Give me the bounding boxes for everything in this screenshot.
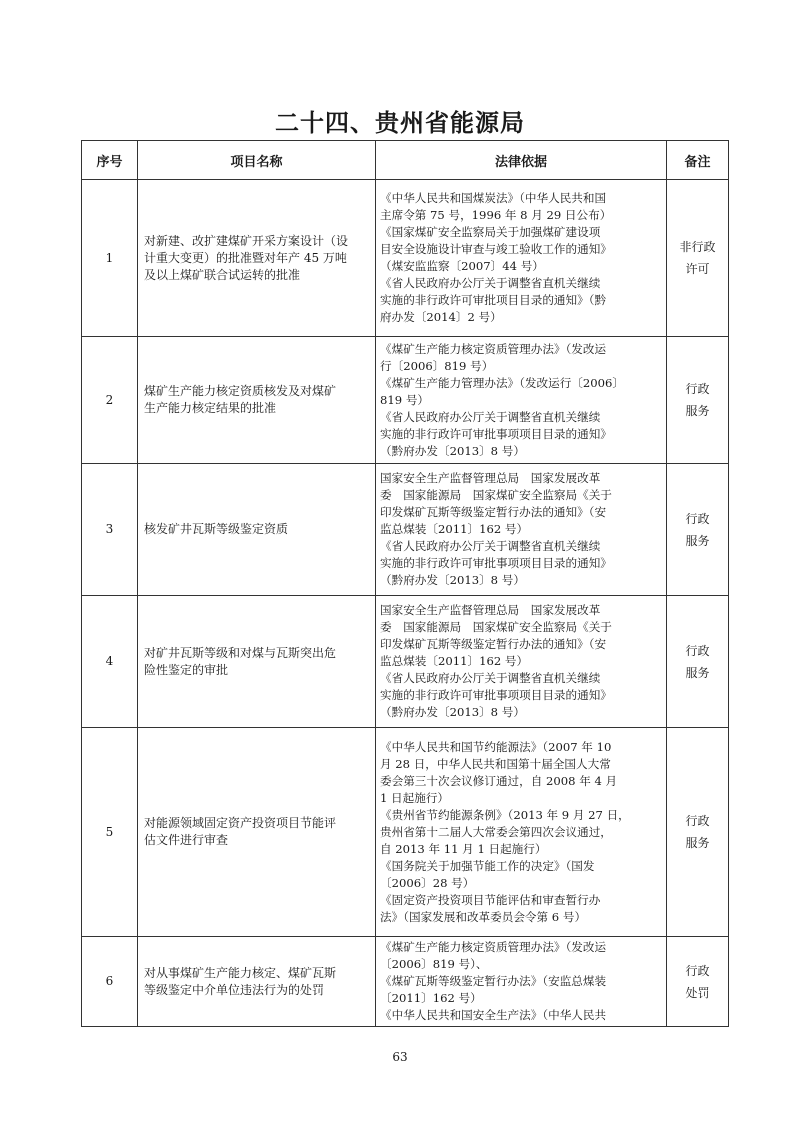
legal-basis-line: 监总煤装〔2011〕162 号） bbox=[380, 654, 529, 668]
item-name-line: 对矿井瓦斯等级和对煤与瓦斯突出危 bbox=[144, 645, 337, 660]
header-basis: 法律依据 bbox=[376, 141, 667, 180]
legal-basis-line: 印发煤矿瓦斯等级鉴定暂行办法的通知》（安 bbox=[380, 637, 607, 651]
legal-basis-line: 《煤矿生产能力核定资质管理办法》（发改运 bbox=[380, 940, 607, 954]
cell-seq: 4 bbox=[82, 596, 138, 728]
cell-legal-basis bbox=[376, 728, 667, 937]
legal-basis-line: 《固定资产投资项目节能评估和审查暂行办 bbox=[380, 892, 601, 907]
legal-basis-line: 《贵州省节约能源条例》（2013 年 9 月 27 日， bbox=[380, 807, 630, 822]
cell-seq: 2 bbox=[82, 337, 138, 464]
cell-item-name bbox=[138, 464, 376, 596]
cell-legal-basis bbox=[376, 337, 667, 464]
legal-basis-line: 《中华人民共和国安全生产法》（中华人民共 bbox=[380, 1008, 607, 1022]
note-line: 行政 bbox=[685, 963, 710, 978]
item-name-line: 对从事煤矿生产能力核定、煤矿瓦斯 bbox=[144, 965, 337, 980]
header-name: 项目名称 bbox=[138, 141, 376, 180]
table-header-row bbox=[82, 141, 729, 180]
legal-basis-line: 《国家煤矿安全监察局关于加强煤矿建设项 bbox=[380, 225, 601, 239]
item-name-line: 险性鉴定的审批 bbox=[144, 662, 229, 677]
legal-basis-line: （黔府办发〔2013〕8 号） bbox=[380, 705, 525, 719]
cell-item-name bbox=[138, 728, 376, 937]
cell-item-name bbox=[138, 937, 376, 1027]
legal-basis-line: 819 号） bbox=[380, 392, 430, 407]
legal-basis-line: 实施的非行政许可审批事项项目目录的通知》 bbox=[380, 426, 612, 441]
legal-basis-line: 《国务院关于加强节能工作的决定》（国发 bbox=[380, 858, 595, 873]
table-row bbox=[82, 596, 729, 728]
item-name-line: 及以上煤矿联合试运转的批准 bbox=[144, 267, 301, 282]
legal-basis-line: 1 日起施行） bbox=[380, 790, 450, 805]
cell-note bbox=[667, 937, 729, 1027]
item-name-line: 计重大变更）的批准暨对年产 45 万吨 bbox=[144, 250, 347, 265]
legal-basis-line: 实施的非行政许可审批事项项目目录的通知》 bbox=[380, 556, 612, 570]
legal-basis-line: 委会第三十次会议修订通过，自 2008 年 4 月 bbox=[380, 773, 618, 788]
page-number: 63 bbox=[392, 1050, 408, 1064]
table-row bbox=[82, 728, 729, 937]
note-line: 服务 bbox=[685, 665, 710, 680]
cell-note bbox=[667, 180, 729, 337]
items-table bbox=[81, 140, 729, 1027]
cell-seq: 5 bbox=[82, 728, 138, 937]
cell-legal-basis bbox=[376, 180, 667, 337]
header-seq: 序号 bbox=[82, 141, 138, 180]
cell-item-name bbox=[138, 337, 376, 464]
note-line: 行政 bbox=[685, 511, 710, 526]
legal-basis-line: 府办发〔2014〕2 号） bbox=[380, 310, 502, 324]
legal-basis-line: （黔府办发〔2013〕8 号） bbox=[380, 443, 525, 458]
cell-note bbox=[667, 337, 729, 464]
legal-basis-line: 《省人民政府办公厅关于调整省直机关继续 bbox=[380, 671, 601, 685]
legal-basis-line: 《中华人民共和国节约能源法》（2007 年 10 bbox=[380, 739, 612, 754]
legal-basis-line: 国家安全生产监督管理总局 国家发展改革 bbox=[380, 603, 601, 617]
legal-basis-line: 〔2006〕28 号） bbox=[380, 875, 475, 890]
cell-seq: 1 bbox=[82, 180, 138, 337]
note-line: 处罚 bbox=[685, 985, 710, 1000]
legal-basis-line: 法》（国家发展和改革委员会令第 6 号） bbox=[380, 909, 587, 924]
note-line: 服务 bbox=[685, 836, 710, 850]
legal-basis-line: 国家安全生产监督管理总局 国家发展改革 bbox=[380, 471, 601, 485]
cell-legal-basis bbox=[376, 464, 667, 596]
legal-basis-line: 《中华人民共和国煤炭法》（中华人民共和国 bbox=[380, 191, 607, 205]
cell-note bbox=[667, 728, 729, 937]
cell-seq: 6 bbox=[82, 937, 138, 1027]
legal-basis-line: 《煤矿生产能力核定资质管理办法》（发改运 bbox=[380, 341, 607, 356]
note-line: 行政 bbox=[685, 643, 710, 658]
table-row bbox=[82, 180, 729, 337]
legal-basis-line: 实施的非行政许可审批项目目录的通知》（黔 bbox=[380, 293, 607, 307]
table-row bbox=[82, 464, 729, 596]
legal-basis-line: 贵州省第十二届人大常委会第四次会议通过， bbox=[380, 824, 612, 839]
table-row bbox=[82, 937, 729, 1027]
legal-basis-line: 《省人民政府办公厅关于调整省直机关继续 bbox=[380, 409, 601, 424]
item-name-line: 等级鉴定中介单位违法行为的处罚 bbox=[144, 982, 325, 997]
item-name-line: 对新建、改扩建煤矿开采方案设计（设 bbox=[144, 233, 349, 248]
legal-basis-line: 〔2006〕819 号）、 bbox=[380, 957, 488, 971]
note-line: 服务 bbox=[685, 533, 710, 548]
cell-note bbox=[667, 596, 729, 728]
legal-basis-line: 实施的非行政许可审批事项项目目录的通知》 bbox=[380, 688, 612, 702]
legal-basis-line: 委 国家能源局 国家煤矿安全监察局《关于 bbox=[380, 620, 612, 634]
item-name-line: 生产能力核定结果的批准 bbox=[144, 401, 277, 415]
header-note: 备注 bbox=[667, 141, 729, 180]
legal-basis-line: 监总煤装〔2011〕162 号） bbox=[380, 522, 529, 536]
note-line: 行政 bbox=[685, 814, 710, 828]
cell-item-name bbox=[138, 596, 376, 728]
item-name-line: 估文件进行审查 bbox=[144, 833, 229, 847]
item-name-line: 核发矿井瓦斯等级鉴定资质 bbox=[144, 522, 289, 536]
cell-legal-basis bbox=[376, 596, 667, 728]
legal-basis-line: 目安全设施设计审查与竣工验收工作的通知》 bbox=[380, 242, 612, 256]
legal-basis-line: 《煤矿瓦斯等级鉴定暂行办法》（安监总煤装 bbox=[380, 974, 607, 988]
note-line: 许可 bbox=[685, 262, 710, 276]
legal-basis-line: 月 28 日，中华人民共和国第十届全国人大常 bbox=[380, 756, 611, 771]
cell-note bbox=[667, 464, 729, 596]
legal-basis-line: 印发煤矿瓦斯等级鉴定暂行办法的通知》（安 bbox=[380, 505, 607, 519]
legal-basis-line: 〔2011〕162 号） bbox=[380, 991, 482, 1005]
cell-legal-basis bbox=[376, 937, 667, 1027]
legal-basis-line: 主席令第 75 号，1996 年 8 月 29 日公布） bbox=[380, 208, 612, 222]
legal-basis-line: （黔府办发〔2013〕8 号） bbox=[380, 573, 525, 587]
page-title: 二十四、贵州省能源局 bbox=[275, 109, 525, 137]
note-line: 行政 bbox=[685, 382, 710, 396]
item-name-line: 对能源领域固定资产投资项目节能评 bbox=[144, 816, 337, 830]
legal-basis-line: 自 2013 年 11 月 1 日起施行） bbox=[380, 841, 547, 856]
legal-basis-line: （煤安监监察〔2007〕44 号） bbox=[380, 259, 544, 273]
legal-basis-line: 行〔2006〕819 号） bbox=[380, 358, 494, 373]
note-line: 服务 bbox=[685, 404, 710, 418]
legal-basis-line: 《省人民政府办公厅关于调整省直机关继续 bbox=[380, 276, 601, 290]
legal-basis-line: 《省人民政府办公厅关于调整省直机关继续 bbox=[380, 539, 601, 553]
cell-seq: 3 bbox=[82, 464, 138, 596]
legal-basis-line: 委 国家能源局 国家煤矿安全监察局《关于 bbox=[380, 488, 612, 502]
item-name-line: 煤矿生产能力核定资质核发及对煤矿 bbox=[144, 384, 337, 398]
table-row bbox=[82, 337, 729, 464]
legal-basis-line: 《煤矿生产能力管理办法》（发改运行〔2006〕 bbox=[380, 375, 624, 390]
note-line: 非行政 bbox=[679, 240, 716, 254]
cell-item-name bbox=[138, 180, 376, 337]
